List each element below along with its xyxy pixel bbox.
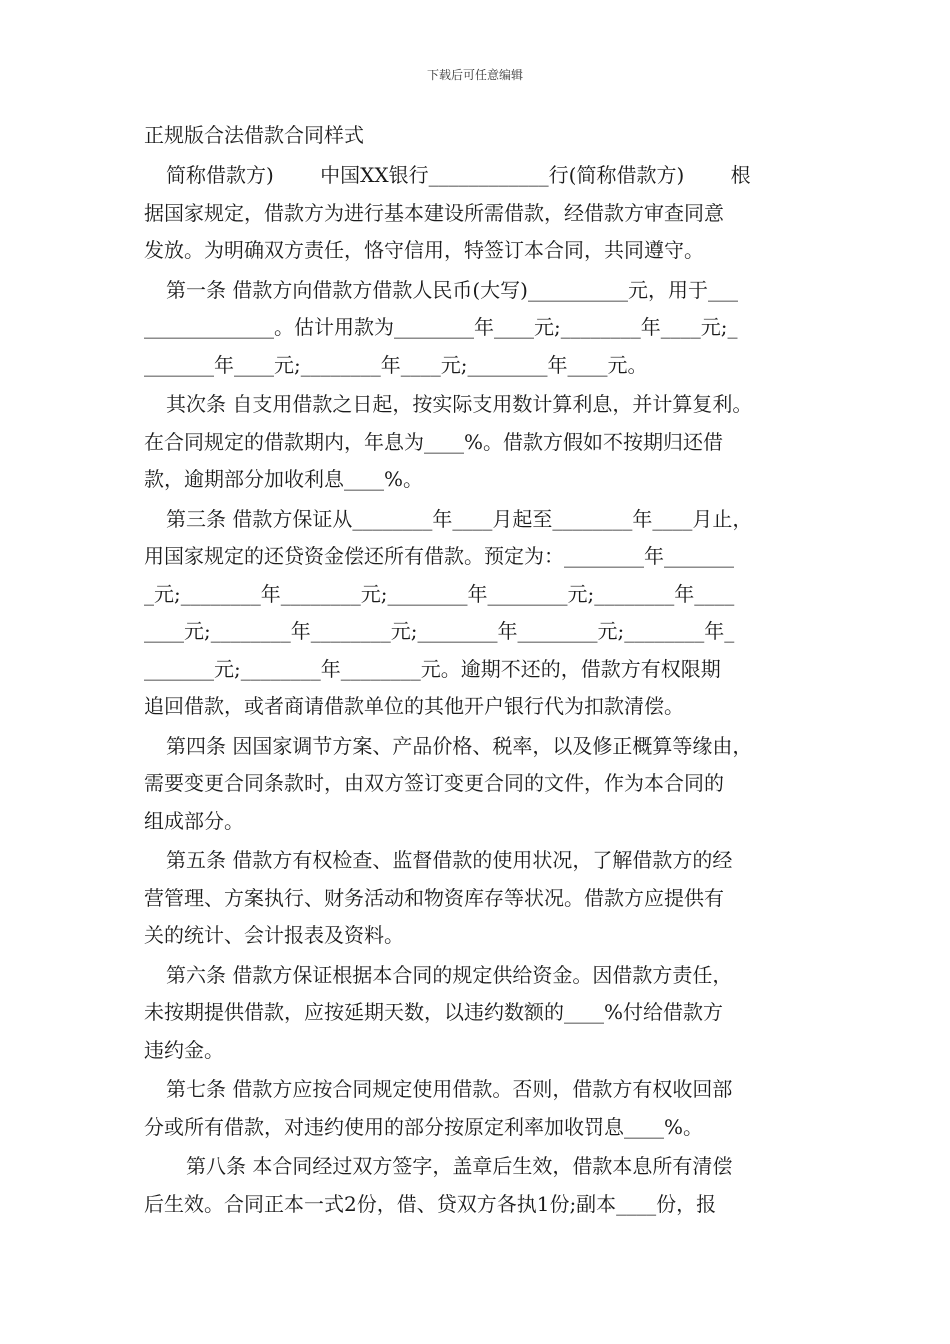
clause-paragraph: [144, 501, 814, 726]
clause-paragraph: [144, 842, 814, 955]
paragraph-line: _______年____元;________年____元;________年____元。: [144, 352, 648, 377]
clause-paragraph: [144, 728, 814, 841]
paragraph-line: 违约金。: [144, 1037, 224, 1062]
paragraph-line: _____________。估计用款为________年____元;________年____元;_: [144, 315, 738, 339]
paragraph-line: 第四条 因国家调节方案、产品价格、税率，以及修正概算等缘由，: [166, 733, 753, 758]
paragraph-line: 简称借款方) 中国XX银行____________行(简称借款方) 根: [166, 163, 751, 187]
clause-paragraph: [144, 272, 814, 385]
paragraph-line: 用国家规定的还贷资金偿还所有借款。预定为：________年_______: [144, 544, 734, 568]
paragraph-line: 组成部分。: [144, 808, 244, 833]
clause-paragraph: [144, 1148, 814, 1223]
document-title: 正规版合法借款合同样式: [144, 123, 364, 147]
paragraph-line: 第一条 借款方向借款方借款人民币(大写)__________元，用于___: [166, 277, 738, 302]
paragraph-line: 在合同规定的借款期内，年息为____%。借款方假如不按期归还借: [144, 429, 724, 454]
paragraph-line: 第三条 借款方保证从________年____月起至________年____月止，: [166, 506, 753, 531]
paragraph-line: 第六条 借款方保证根据本合同的规定供给资金。因借款方责任，: [166, 962, 733, 987]
clause-paragraph: [144, 386, 814, 499]
paragraph-line: 营管理、方案执行、财务活动和物资库存等状况。借款方应提供有: [144, 885, 724, 910]
paragraph-line: 需要变更合同条款时，由双方签订变更合同的文件，作为本合同的: [144, 771, 724, 795]
paragraph-line: 第八条 本合同经过双方签字，盖章后生效，借款本息所有清偿: [186, 1154, 733, 1178]
clause-paragraph: [144, 1071, 814, 1146]
paragraph-line: 后生效。合同正本一式2份，借、贷双方各执1份;副本____份，报: [144, 1191, 717, 1216]
paragraph-line: 追回借款，或者商请借款单位的其他开户银行代为扣款清偿。: [144, 694, 684, 718]
clause-paragraph: [144, 157, 814, 270]
clause-paragraph: [144, 957, 814, 1070]
paragraph-line: 第七条 借款方应按合同规定使用借款。否则，借款方有权收回部: [166, 1077, 733, 1101]
page-header: 下载后可任意编辑: [426, 68, 523, 82]
paragraph-list: [144, 157, 814, 1223]
document-body: [144, 120, 814, 1225]
paragraph-line: 款，逾期部分加收利息____%。: [144, 467, 424, 491]
paragraph-line: 发放。为明确双方责任，恪守信用，特签订本合同，共同遵守。: [144, 238, 704, 262]
paragraph-line: _元;________年________元;________年________元;________年____: [144, 581, 735, 606]
paragraph-line: 未按期提供借款，应按延期天数，以违约数额的____%付给借款方: [144, 1000, 724, 1024]
paragraph-line: ____元;________年________元;________年________元;________年_: [144, 619, 735, 643]
paragraph-line: 关的统计、会计报表及资料。: [144, 923, 404, 947]
paragraph-line: 其次条 自支用借款之日起，按实际支用数计算利息，并计算复利。: [166, 392, 753, 416]
paragraph-line: 据国家规定，借款方为进行基本建设所需借款，经借款方审查同意: [144, 200, 724, 225]
paragraph-line: 分或所有借款，对违约使用的部分按原定利率加收罚息____%。: [144, 1114, 704, 1139]
paragraph-line: _______元;________年________元。逾期不还的，借款方有权限期: [144, 656, 721, 681]
paragraph-line: 第五条 借款方有权检查、监督借款的使用状况，了解借款方的经: [166, 848, 733, 872]
